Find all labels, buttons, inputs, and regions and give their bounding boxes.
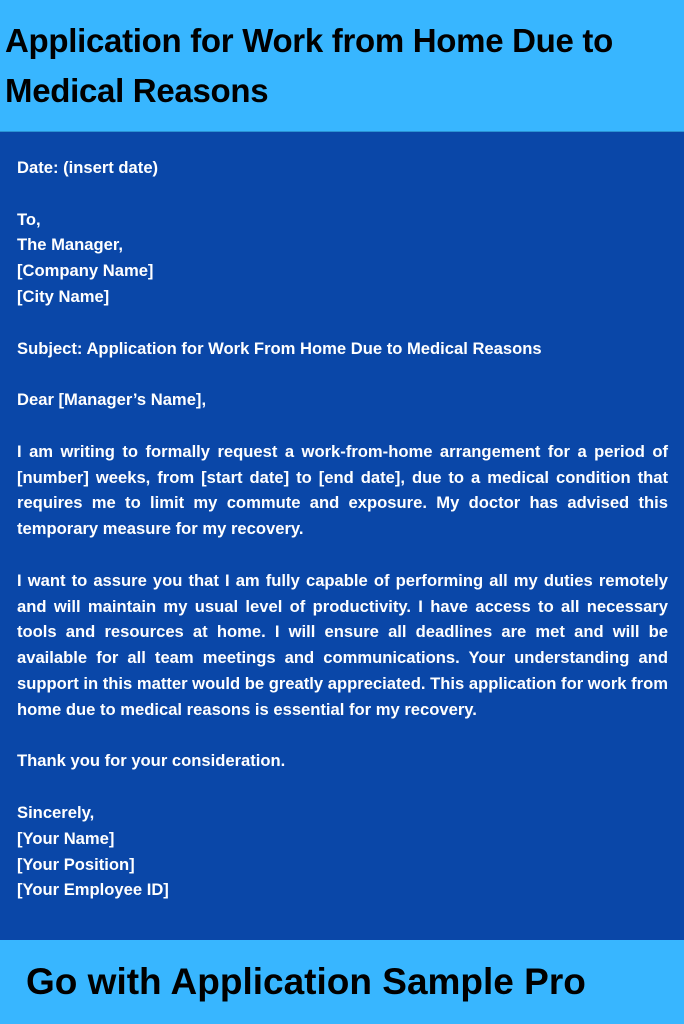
paragraph-request: I am writing to formally request a work-from-home arrangement for a period of [number] weeks, from [start date] to [end date], due to a medical condition that requires me to limit my commute and exposure. My doctor has advised this temporary measure for my recovery. (17, 441, 668, 539)
to-line: To, (17, 209, 41, 229)
recipient-title: The Manager, (17, 235, 124, 255)
date-line: Date: (insert date) (17, 158, 159, 177)
closing: Sincerely, (17, 802, 95, 822)
thanks-line: Thank you for your consideration. (17, 751, 286, 771)
company-name: [Company Name] (17, 261, 154, 281)
footer-tagline: Go with Application Sample Pro (26, 961, 586, 1002)
page-title: Application for Work from Home Due to Medical Reasons (5, 22, 613, 109)
subject-line: Subject: Application for Work From Home Due to Medical Reasons (17, 338, 542, 358)
sender-name: [Your Name] (17, 828, 115, 848)
salutation: Dear [Manager’s Name], (17, 390, 207, 410)
header-banner (0, 0, 684, 132)
footer-banner (0, 940, 684, 1024)
sender-employee-id: [Your Employee ID] (17, 880, 169, 900)
city-name: [City Name] (17, 286, 110, 306)
signature-block (17, 800, 668, 903)
paragraph-assurance: I want to assure you that I am fully capable of performing all my duties remotely and will maintain my usual level of productivity. I have access to all necessary tools and resources at home. I will ensure all deadlines are met and will be available for all team meetings and communications. Your understanding and support in this matter would be greatly appreciated. This application for work from home due to medical reasons is essential for my recovery. (17, 570, 668, 719)
recipient-block (17, 207, 668, 310)
sender-position: [Your Position] (17, 854, 135, 874)
letter-body (0, 133, 684, 939)
